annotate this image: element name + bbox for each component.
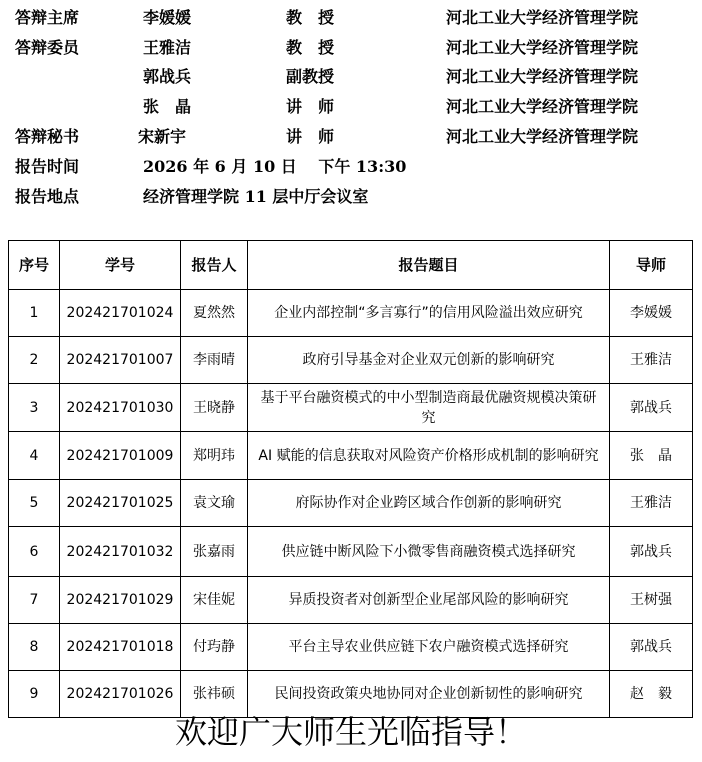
committee-row: [0, 3, 702, 32]
header-id: 学号: [60, 241, 181, 290]
committee-name: 宋新宇: [138, 127, 187, 146]
cell-reporter: 付玙静: [181, 624, 248, 671]
cell-topic: 企业内部控制“多言寡行”的信用风险溢出效应研究: [248, 290, 610, 337]
committee-name: 王雅洁: [143, 38, 192, 57]
table-row: [9, 337, 693, 384]
committee-row: [0, 62, 702, 91]
cell-advisor: 王雅洁: [610, 337, 693, 384]
time-row: [0, 152, 702, 181]
cell-reporter: 夏然然: [181, 290, 248, 337]
table-row: [9, 432, 693, 480]
committee-row: [0, 92, 702, 121]
table-row: [9, 527, 693, 577]
committee-row: [0, 122, 702, 151]
committee-org: 河北工业大学经济管理学院: [446, 97, 639, 116]
committee-name: 李媛媛: [143, 8, 192, 27]
table-row: [9, 290, 693, 337]
place-row: [0, 182, 702, 211]
committee-org: 河北工业大学经济管理学院: [446, 38, 639, 57]
committee-org: 河北工业大学经济管理学院: [446, 8, 639, 27]
welcome-message: 欢迎广大师生光临指导！: [174, 713, 527, 751]
cell-reporter: 王晓静: [181, 384, 248, 432]
committee-title: 讲 师: [286, 127, 335, 146]
header-topic: 报告题目: [248, 241, 610, 290]
cell-topic: 府际协作对企业跨区域合作创新的影响研究: [248, 480, 610, 527]
cell-no: 6: [9, 527, 60, 577]
cell-advisor: 王树强: [610, 577, 693, 624]
time-value: 2026 年 6 月 10 日 下午 13:30: [143, 157, 407, 176]
table-row: [9, 480, 693, 527]
cell-topic: 基于平台融资模式的中小型制造商最优融资规模决策研究: [248, 384, 610, 432]
cell-id: 202421701007: [60, 337, 181, 384]
cell-topic: 供应链中断风险下小微零售商融资模式选择研究: [248, 527, 610, 577]
committee-title: 教 授: [286, 38, 335, 57]
schedule-table: [8, 240, 693, 718]
cell-id: 202421701026: [60, 671, 181, 718]
cell-no: 2: [9, 337, 60, 384]
cell-advisor: 赵 毅: [610, 671, 693, 718]
header-reporter: 报告人: [181, 241, 248, 290]
table-row: [9, 577, 693, 624]
committee-name: 郭战兵: [143, 67, 192, 86]
place-label: 报告地点: [15, 187, 80, 206]
cell-topic: 平台主导农业供应链下农户融资模式选择研究: [248, 624, 610, 671]
header-advisor: 导师: [610, 241, 693, 290]
cell-topic: 民间投资政策央地协同对企业创新韧性的影响研究: [248, 671, 610, 718]
cell-no: 3: [9, 384, 60, 432]
cell-reporter: 张嘉雨: [181, 527, 248, 577]
cell-advisor: 张 晶: [610, 432, 693, 480]
cell-no: 9: [9, 671, 60, 718]
committee-org: 河北工业大学经济管理学院: [446, 67, 639, 86]
committee-title: 讲 师: [286, 97, 335, 116]
header-no: 序号: [9, 241, 60, 290]
committee-title: 副教授: [286, 67, 335, 86]
cell-id: 202421701032: [60, 527, 181, 577]
cell-no: 5: [9, 480, 60, 527]
cell-topic: 政府引导基金对企业双元创新的影响研究: [248, 337, 610, 384]
committee-name: 张 晶: [143, 97, 192, 116]
cell-advisor: 郭战兵: [610, 384, 693, 432]
cell-no: 7: [9, 577, 60, 624]
cell-topic: 异质投资者对创新型企业尾部风险的影响研究: [248, 577, 610, 624]
cell-id: 202421701009: [60, 432, 181, 480]
committee-role: 答辩秘书: [15, 127, 80, 146]
cell-topic: AI 赋能的信息获取对风险资产价格形成机制的影响研究: [248, 432, 610, 480]
table-row: [9, 384, 693, 432]
cell-reporter: 张祎硕: [181, 671, 248, 718]
table-header-row: [9, 241, 693, 290]
cell-no: 1: [9, 290, 60, 337]
cell-no: 8: [9, 624, 60, 671]
cell-reporter: 宋佳妮: [181, 577, 248, 624]
committee-role: 答辩委员: [15, 38, 80, 57]
cell-advisor: 王雅洁: [610, 480, 693, 527]
committee-title: 教 授: [286, 8, 335, 27]
committee-org: 河北工业大学经济管理学院: [446, 127, 639, 146]
cell-advisor: 郭战兵: [610, 624, 693, 671]
cell-reporter: 李雨晴: [181, 337, 248, 384]
place-value: 经济管理学院 11 层中厅会议室: [143, 187, 369, 206]
cell-id: 202421701024: [60, 290, 181, 337]
cell-id: 202421701030: [60, 384, 181, 432]
table-row: [9, 624, 693, 671]
cell-advisor: 李媛媛: [610, 290, 693, 337]
cell-id: 202421701018: [60, 624, 181, 671]
cell-no: 4: [9, 432, 60, 480]
cell-reporter: 袁文瑜: [181, 480, 248, 527]
cell-id: 202421701029: [60, 577, 181, 624]
committee-role: 答辩主席: [15, 8, 80, 27]
cell-reporter: 郑明玮: [181, 432, 248, 480]
cell-advisor: 郭战兵: [610, 527, 693, 577]
cell-id: 202421701025: [60, 480, 181, 527]
committee-row: [0, 33, 702, 62]
time-label: 报告时间: [15, 157, 80, 176]
